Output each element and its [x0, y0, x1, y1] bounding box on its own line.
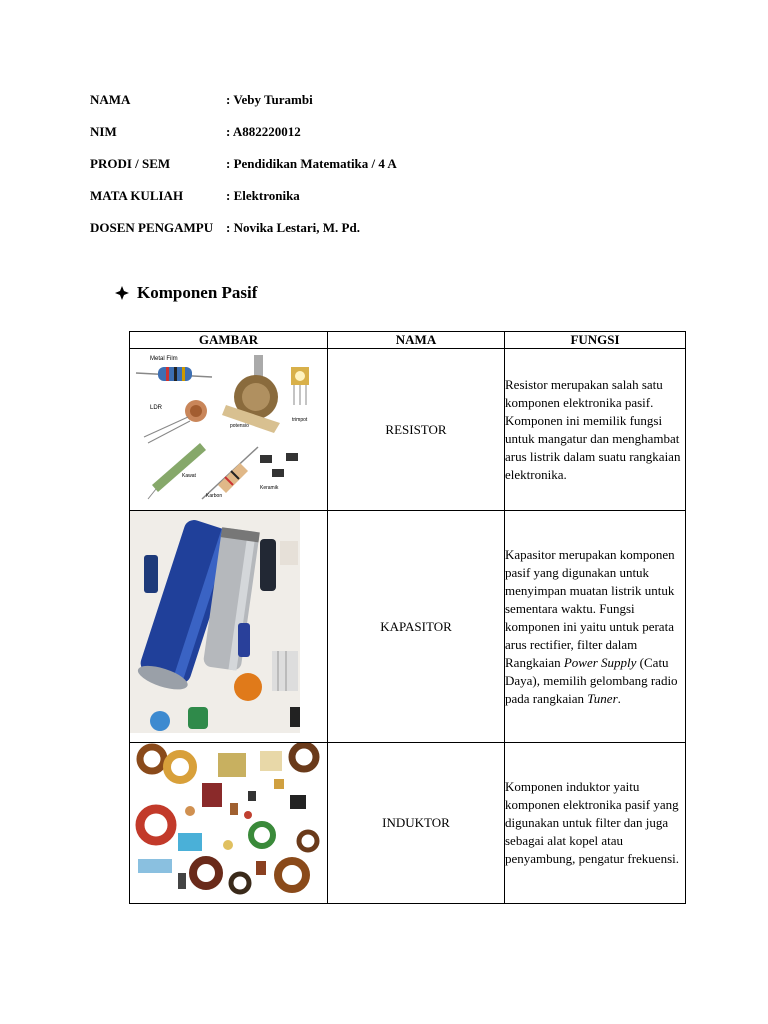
- function-text: .: [617, 690, 621, 706]
- info-label: PRODI / SEM: [90, 156, 171, 171]
- header-gambar: GAMBAR: [130, 332, 328, 349]
- components-table: [129, 331, 686, 904]
- info-label: MATA KULIAH: [90, 188, 184, 203]
- component-function: [505, 349, 686, 511]
- header-nama: NAMA: [328, 332, 505, 349]
- header-fungsi: FUNGSI: [505, 332, 686, 349]
- image-cell: [130, 743, 328, 904]
- image-cell: [130, 511, 328, 743]
- resistor-label-karbon: Karbon: [206, 493, 223, 499]
- student-info: [90, 92, 397, 252]
- resistor-label-metal-film: Metal Film: [150, 356, 178, 362]
- resistor-label-trimpot: trimpot: [292, 417, 308, 423]
- info-value: : Elektronika: [226, 188, 300, 203]
- info-value: : Novika Lestari, M. Pd.: [226, 220, 360, 235]
- inductor-image: [130, 743, 326, 903]
- resistor-image: [130, 349, 326, 507]
- table-row: [130, 511, 686, 743]
- resistor-label-potensio: potensio: [230, 423, 249, 429]
- info-value: : Pendidikan Matematika / 4 A: [226, 156, 397, 171]
- info-row-mata-kuliah: [90, 188, 397, 220]
- resistor-label-keramik: Keramik: [260, 485, 279, 491]
- image-cell: [130, 349, 328, 511]
- info-value: : A882220012: [226, 124, 301, 139]
- component-function: [505, 511, 686, 743]
- info-value: : Veby Turambi: [226, 92, 313, 107]
- info-label: NAMA: [90, 92, 131, 107]
- info-row-prodi: [90, 156, 397, 188]
- info-row-dosen: [90, 220, 397, 252]
- component-name: INDUKTOR: [328, 743, 505, 904]
- info-row-nama: [90, 92, 397, 124]
- info-row-nim: [90, 124, 397, 156]
- function-text: Komponen induktor yaitu komponen elektronika pasif yang digunakan untuk filter dan juga sebagai alat kopel atau penyambung, pengatur frekuensi.: [505, 779, 680, 866]
- function-text: Resistor merupakan salah satu komponen elektronika pasif. Komponen ini memilik fungsi untuk mangatur dan menghambat arus listrik dalam suatu rangkaian elektronika.: [505, 376, 681, 482]
- function-text: (Catu Daya), memilih gelombang radio pada rangkaian: [505, 654, 678, 706]
- info-label: DOSEN PENGAMPU: [90, 220, 214, 235]
- function-text-italic: Power Supply: [563, 654, 637, 670]
- table-header-row: [130, 332, 686, 349]
- table-row: [130, 349, 686, 511]
- section-title: Komponen Pasif: [137, 283, 258, 302]
- function-text-italic: Tuner: [587, 690, 618, 706]
- resistor-label-kawat: Kawat: [182, 473, 196, 479]
- diamond-bullet-icon: [115, 286, 129, 300]
- resistor-label-ldr: LDR: [150, 405, 163, 411]
- function-text: Kapasitor merupakan komponen pasif yang digunakan untuk menyimpan muatan listrik untuk sementara waktu. Fungsi komponen ini yaitu untuk perata arus rectifier, filter dalam Rangkaian: [505, 546, 675, 670]
- component-name: RESISTOR: [328, 349, 505, 511]
- component-name: KAPASITOR: [328, 511, 505, 743]
- section-heading: [115, 283, 257, 303]
- capacitor-image: [130, 511, 326, 733]
- component-function: [505, 743, 686, 904]
- table-row: [130, 743, 686, 904]
- info-label: NIM: [90, 124, 117, 139]
